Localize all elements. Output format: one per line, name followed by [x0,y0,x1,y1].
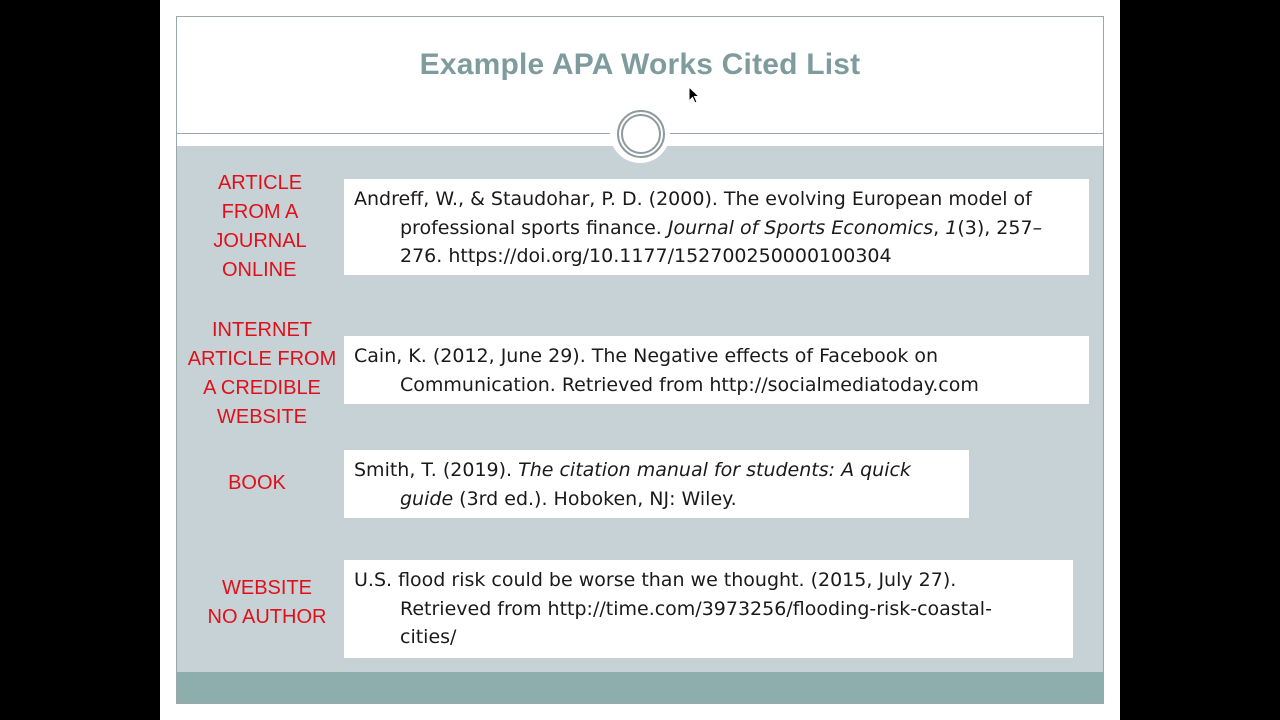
label-line: INTERNET [212,319,312,341]
citation-line: U.S. flood risk could be worse than we thought. (2015, July 27). [354,569,957,591]
citation-line: 276. https://doi.org/10.1177/152700250000100304 [400,245,892,267]
category-label-journal-article [206,169,314,285]
volume-number: 1 [945,216,958,239]
citation-line [354,485,959,514]
citation-line: Retrieved from http://time.com/3973256/flooding-risk-coastal- [400,597,992,620]
journal-title: Journal of Sports Economics [667,216,934,239]
label-line: ARTICLE FROM [187,348,337,370]
citation-box-journal-article[interactable] [344,179,1089,275]
slide-title: Example APA Works Cited List [419,48,861,81]
category-label-book [212,469,302,498]
citation-box-book[interactable] [344,450,969,518]
label-line: WEBSITE [216,406,307,428]
circle-ornament-inner [621,114,661,154]
citation-text: (3), 257– [957,216,1043,239]
book-title: The citation manual for students: A quick [518,459,911,481]
label-line: A CREDIBLE [203,377,321,399]
citation-line: Andreff, W., & Staudohar, P. D. (2000). The evolving European model of [354,188,1032,210]
book-title: guide [400,487,454,510]
mouse-pointer-icon [688,86,700,104]
label-line: ONLINE [222,259,297,281]
footer-band [177,672,1103,703]
citation-text: , [933,216,946,239]
citation-text: (3rd ed.). Hoboken, NJ: Wiley. [453,487,737,510]
label-line: JOURNAL [213,230,307,252]
category-label-internet-article [186,316,338,432]
citation-line: Cain, K. (2012, June 29). The Negative effects of Facebook on [354,345,939,367]
citation-line [354,214,1079,243]
citation-line: cities/ [400,626,457,648]
label-line: NO AUTHOR [207,606,327,628]
citation-text: professional sports finance. [400,216,668,239]
label-line: BOOK [228,472,286,494]
citation-box-website-no-author[interactable] [344,560,1073,658]
label-line: WEBSITE [221,577,312,599]
label-line: ARTICLE [217,172,303,194]
citation-box-internet-article[interactable] [344,336,1089,404]
citation-line: Communication. Retrieved from http://socialmediatoday.com [400,373,979,396]
label-line: FROM A [221,201,299,223]
citation-line [354,456,959,485]
citation-text: Smith, T. (2019). [354,459,519,481]
category-label-website-no-author [202,574,332,632]
